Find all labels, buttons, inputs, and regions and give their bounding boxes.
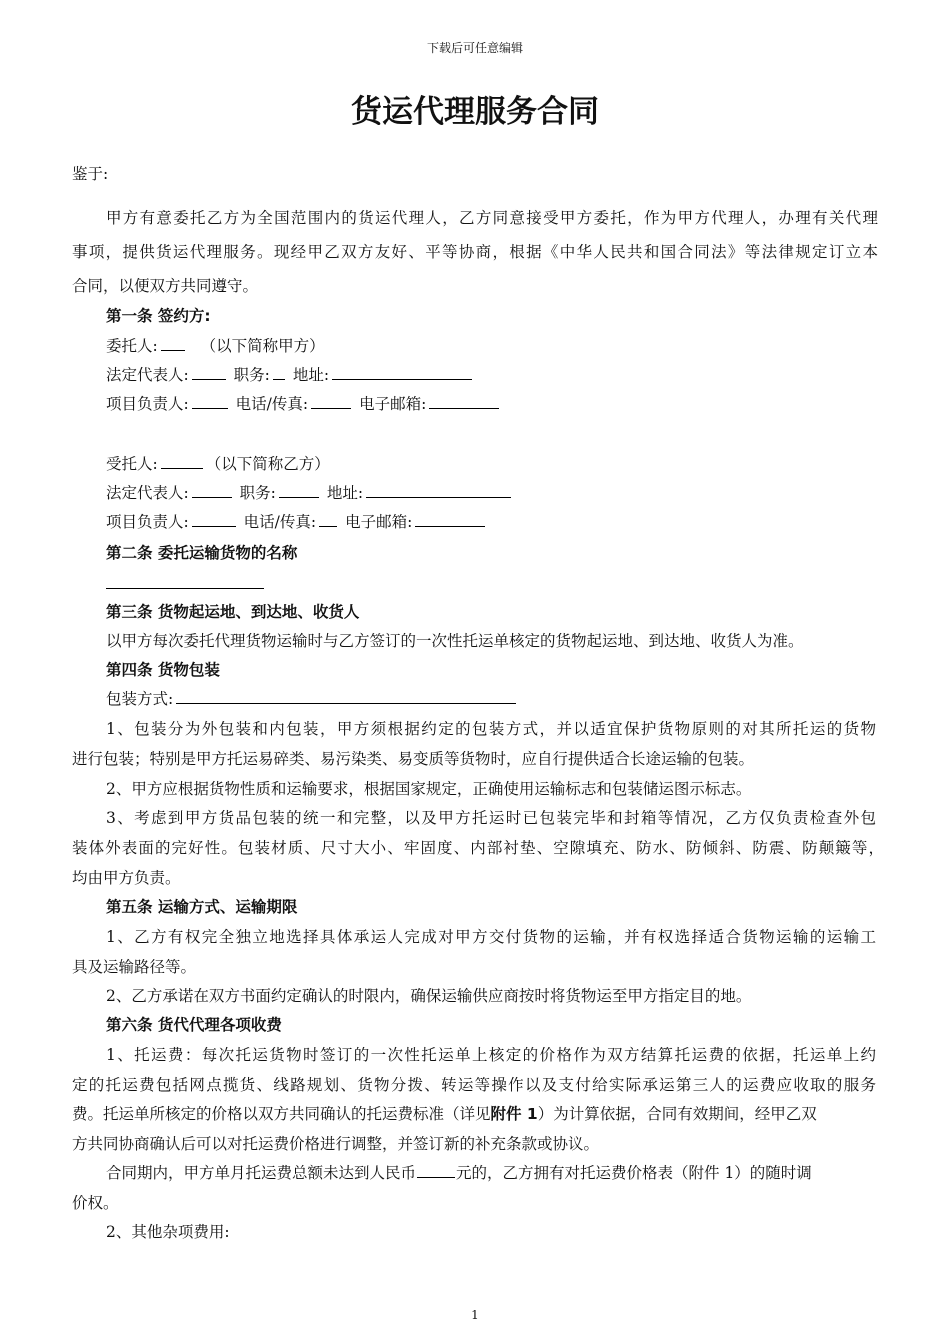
goods-name-blank[interactable] [106, 576, 264, 589]
party-b-agent-row [106, 454, 330, 474]
principal-blank[interactable] [161, 338, 185, 351]
party-a-contact-row [106, 394, 502, 414]
address-label: 地址: [326, 484, 364, 502]
phone-blank[interactable] [311, 396, 351, 409]
article-6-p1-text: ）为计算依据，合同有效期间，经甲乙双 [537, 1105, 817, 1123]
packaging-label: 包装方式: [106, 690, 174, 708]
article-5-p2: 2、乙方承诺在双方书面约定确认的时限内，确保运输供应商按时将货物运至甲方指定目的地。 [106, 987, 752, 1005]
page-number: 1 [471, 1308, 479, 1322]
article-4-p2: 2、甲方应根据货物性质和运输要求，根据国家规定，正确使用运输标志和包装储运图示标志。 [106, 780, 752, 798]
email-label: 电子邮箱: [345, 513, 413, 531]
article-4-p3-line: 3、考虑到甲方货品包装的统一和完整，以及甲方托运时已包装完毕和封箱等情况，乙方仅负责检查外包 [106, 809, 876, 827]
intro-line: 事项，提供货运代理服务。现经甲乙双方友好、平等协商，根据《中华人民共和国合同法》等法律规定订立本 [72, 243, 878, 261]
manager-blank[interactable] [192, 396, 228, 409]
amount-blank[interactable] [417, 1165, 455, 1178]
article-5-heading: 第五条 运输方式、运输期限 [106, 898, 298, 916]
legal-rep-blank[interactable] [192, 485, 232, 498]
packaging-row [106, 689, 519, 709]
article-3-heading: 第三条 货物起运地、到达地、收货人 [106, 603, 360, 621]
legal-rep-blank[interactable] [192, 367, 226, 380]
manager-blank[interactable] [192, 514, 236, 527]
article-1-heading: 第一条 签约方: [106, 307, 211, 325]
article-5-p1-line: 具及运输路径等。 [72, 958, 197, 976]
page-header: 下载后可任意编辑 [426, 41, 523, 55]
article-6-p1-text: 费。托运单所核定的价格以双方共同确认的托运费标准（详见 [72, 1105, 491, 1123]
article-6-p1-line [72, 1104, 817, 1124]
phone-label: 电话/传真: [235, 395, 309, 413]
article-6-p1-line: 定的托运费包括网点揽货、线路规划、货物分拨、转运等操作以及支付给实际承运第三人的运费应收取的服务 [72, 1076, 876, 1094]
party-a-principal-row [106, 336, 325, 356]
whereas-label: 鉴于: [72, 165, 109, 183]
article-4-p1-line: 1、包装分为外包装和内包装，甲方须根据约定的包装方式，并以适宜保护货物原则的对其所托运的货物 [106, 720, 876, 738]
email-blank[interactable] [415, 514, 485, 527]
agent-blank[interactable] [161, 456, 203, 469]
article-6-p1-line: 1、托运费：每次托运货物时签订的一次性托运单上核定的价格作为双方结算托运费的依据，托运单上约 [106, 1046, 876, 1064]
packaging-blank[interactable] [176, 691, 516, 704]
article-4-p3-line: 均由甲方负责。 [72, 869, 181, 887]
principal-note: （以下简称甲方） [200, 337, 325, 355]
article-6-p2-line [106, 1163, 812, 1183]
article-6-heading: 第六条 货代代理各项收费 [106, 1016, 282, 1034]
address-blank[interactable] [366, 485, 511, 498]
phone-blank[interactable] [319, 514, 337, 527]
principal-label: 委托人: [106, 337, 158, 355]
intro-line: 合同，以便双方共同遵守。 [72, 277, 259, 295]
article-6-p2-text: 合同期内，甲方单月托运费总额未达到人民币 [106, 1164, 417, 1182]
party-b-rep-row [106, 483, 514, 503]
address-label: 地址: [292, 366, 330, 384]
position-blank[interactable] [279, 485, 319, 498]
article-4-p3-line: 装体外表面的完好性。包装材质、尺寸大小、牢固度、内部衬垫、空隙填充、防水、防倾斜、防震、防颠簸等， [72, 839, 884, 857]
article-6-p2-line: 价权。 [72, 1194, 119, 1212]
email-label: 电子邮箱: [359, 395, 427, 413]
article-3-text: 以甲方每次委托代理货物运输时与乙方签订的一次性托运单核定的货物起运地、到达地、收货人为准。 [106, 632, 804, 650]
manager-label: 项目负责人: [106, 395, 189, 413]
article-5-p1-line: 1、乙方有权完全独立地选择具体承运人完成对甲方交付货物的运输，并有权选择适合货物运输的运输工 [106, 928, 876, 946]
position-label: 职务: [233, 366, 270, 384]
article-6-p3: 2、其他杂项费用: [106, 1223, 230, 1241]
agent-note: （以下简称乙方） [205, 455, 330, 473]
agent-label: 受托人: [106, 455, 158, 473]
manager-label: 项目负责人: [106, 513, 189, 531]
email-blank[interactable] [429, 396, 499, 409]
article-6-p2-text: 元的，乙方拥有对托运费价格表（附件 1）的随时调 [456, 1164, 812, 1182]
article-4-p1-line: 进行包装；特别是甲方托运易碎类、易污染类、易变质等货物时，应自行提供适合长途运输的包装。 [72, 750, 755, 768]
article-2-heading: 第二条 委托运输货物的名称 [106, 544, 298, 562]
intro-line: 甲方有意委托乙方为全国范围内的货运代理人，乙方同意接受甲方委托，作为甲方代理人，办理有关代理 [106, 209, 878, 227]
party-b-contact-row [106, 512, 488, 532]
phone-label: 电话/传真: [243, 513, 317, 531]
document-title: 货运代理服务合同 [351, 94, 599, 130]
annex-1-ref: 附件 1 [490, 1105, 538, 1123]
article-4-heading: 第四条 货物包装 [106, 661, 220, 679]
address-blank[interactable] [332, 367, 472, 380]
position-blank[interactable] [273, 367, 285, 380]
legal-rep-label: 法定代表人: [106, 366, 189, 384]
legal-rep-label: 法定代表人: [106, 484, 189, 502]
position-label: 职务: [239, 484, 276, 502]
article-6-p1-line: 方共同协商确认后可以对托运费价格进行调整，并签订新的补充条款或协议。 [72, 1135, 600, 1153]
party-a-rep-row [106, 365, 475, 385]
